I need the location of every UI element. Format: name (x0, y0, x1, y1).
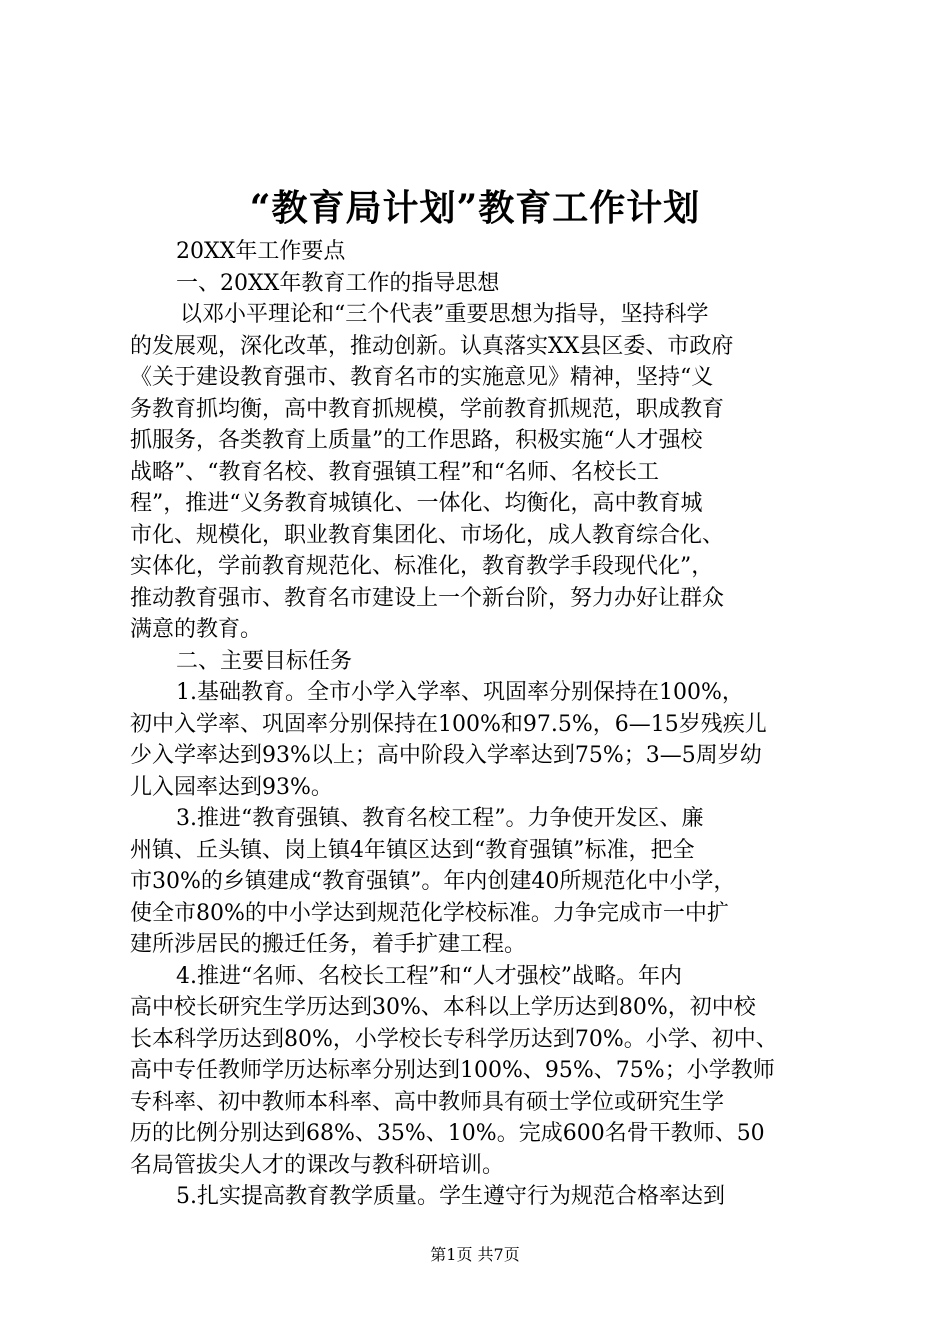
paragraph-line: 专科率、初中教师本科率、高中教师具有硕士学位或研究生学 (130, 1089, 725, 1115)
paragraph-line: 的发展观，深化改革，推动创新。认真落实XX县区委、市政府 (130, 333, 734, 359)
paragraph-line: 推动教育强市、教育名市建设上一个新台阶，努力办好让群众 (130, 585, 725, 611)
section-heading: 20XX年工作要点 (176, 239, 346, 264)
paragraph-line: 市化、规模化，职业教育集团化、市场化，成人教育综合化、 (130, 522, 725, 548)
paragraph-line: 务教育抓均衡，高中教育抓规模，学前教育抓规范，职成教育 (130, 396, 725, 422)
paragraph-line: 建所涉居民的搬迁任务，着手扩建工程。 (130, 932, 527, 957)
paragraph-line: 程”，推进“义务教育城镇化、一体化、均衡化，高中教育城 (130, 491, 703, 516)
paragraph-line: 3.推进“教育强镇、教育名校工程”。力争使开发区、廉 (176, 806, 704, 831)
page-footer: 第1页 共7页 (430, 1245, 520, 1264)
paragraph-line: 使全市80%的中小学达到规范化学校标准。力争完成市一中扩 (130, 900, 729, 926)
section-heading: 一、20XX年教育工作的指导思想 (176, 270, 500, 296)
paragraph-line: 历的比例分别达到68%、35%、10%。完成600名骨干教师、50 (130, 1121, 765, 1146)
paragraph-line: 4.推进“名师、名校长工程”和“人才强校”战略。年内 (176, 963, 682, 989)
paragraph-line: 高中专任教师学历达标率分别达到100%、95%、75%；小学教师 (130, 1058, 775, 1083)
paragraph-line: 长本科学历达到80%，小学校长专科学历达到70%。小学、初中、 (130, 1026, 778, 1052)
document-title: “教育局计划”教育工作计划 (249, 187, 701, 229)
section-heading: 二、主要目标任务 (176, 648, 353, 674)
paragraph-line: 实体化，学前教育规范化、标准化，教育教学手段现代化”， (130, 554, 714, 579)
paragraph-line: 以邓小平理论和“三个代表”重要思想为指导，坚持科学 (180, 302, 709, 327)
paragraph-line: 抓服务，各类教育上质量”的工作思路，积极实施“人才强校 (130, 428, 703, 453)
paragraph-line: 市30%的乡镇建成“教育强镇”。年内创建40所规范化中小学， (130, 869, 736, 894)
paragraph-line: 5.扎实提高教育教学质量。学生遵守行为规范合格率达到 (176, 1184, 725, 1209)
paragraph-line: 1.基础教育。全市小学入学率、巩固率分别保持在100%， (176, 680, 744, 705)
paragraph-line: 战略”、“教育名校、教育强镇工程”和“名师、名校长工 (130, 459, 659, 485)
paragraph-line: 儿入园率达到93%。 (130, 774, 333, 800)
paragraph-line: 满意的教育。 (130, 617, 263, 642)
paragraph-line: 初中入学率、巩固率分别保持在100%和97.5%，6—15岁残疾儿 (130, 711, 767, 737)
paragraph-line: 少入学率达到93%以上；高中阶段入学率达到75%；3—5周岁幼 (130, 743, 762, 768)
paragraph-line: 《关于建设教育强市、教育名市的实施意见》精神，坚持“义 (130, 365, 714, 390)
paragraph-line: 高中校长研究生学历达到30%、本科以上学历达到80%，初中校 (130, 995, 756, 1020)
document-body (130, 236, 830, 1213)
paragraph-line: 名局管拔尖人才的课改与教科研培训。 (130, 1152, 505, 1178)
paragraph-line: 州镇、丘头镇、岗上镇4年镇区达到“教育强镇”标准，把全 (130, 837, 695, 863)
